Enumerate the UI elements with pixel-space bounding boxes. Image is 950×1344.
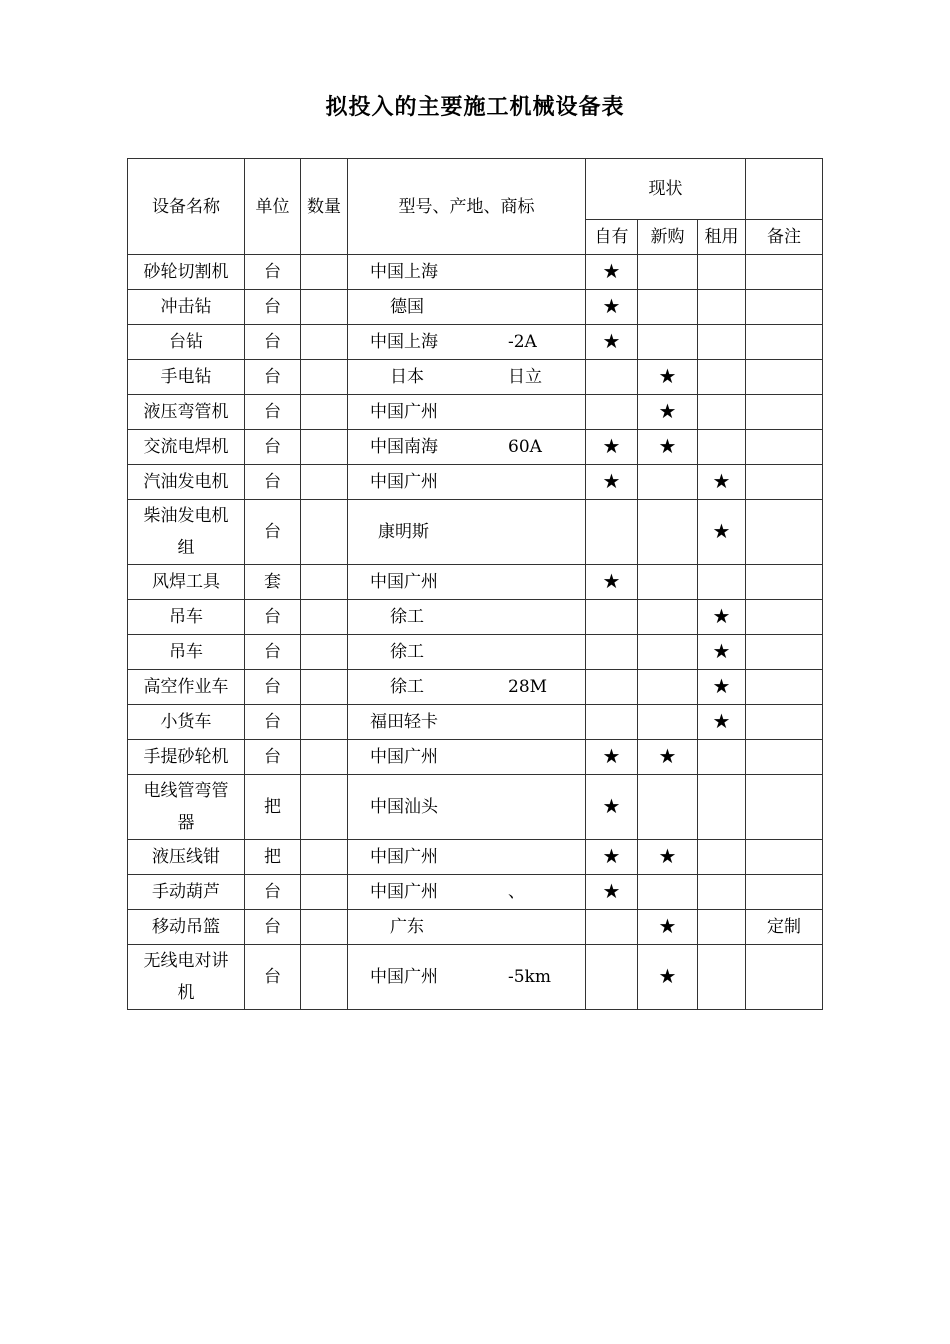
table-row (128, 705, 823, 740)
equipment-remark: 定制 (746, 910, 823, 945)
table-row (128, 635, 823, 670)
star-icon: ★ (602, 794, 621, 818)
status-new (638, 325, 698, 360)
model-origin: 徐工 (390, 677, 424, 697)
header-row-1 (128, 159, 823, 220)
status-own (586, 840, 638, 875)
equipment-remark (746, 740, 823, 775)
equipment-name: 手提砂轮机 (128, 740, 245, 775)
equipment-qty (301, 500, 348, 565)
status-rent (698, 290, 746, 325)
equipment-name: 手动葫芦 (128, 875, 245, 910)
status-new (638, 945, 698, 1010)
model-wrap (348, 671, 585, 703)
status-new (638, 565, 698, 600)
status-new (638, 290, 698, 325)
model-origin: 广东 (390, 917, 424, 937)
equipment-name: 移动吊篮 (128, 910, 245, 945)
status-own (586, 740, 638, 775)
star-icon: ★ (712, 639, 731, 663)
equipment-model (348, 635, 586, 670)
equipment-model (348, 945, 586, 1010)
equipment-qty (301, 325, 348, 360)
equipment-model (348, 705, 586, 740)
model-origin: 徐工 (390, 607, 424, 627)
model-wrap (348, 326, 585, 358)
status-own (586, 875, 638, 910)
model-wrap (348, 431, 585, 463)
equipment-unit: 台 (245, 635, 301, 670)
equipment-remark (746, 945, 823, 1010)
model-origin: 中国上海 (370, 262, 438, 282)
status-own (586, 325, 638, 360)
star-icon: ★ (602, 329, 621, 353)
table-row (128, 325, 823, 360)
header-status: 现状 (586, 159, 746, 220)
status-rent (698, 910, 746, 945)
equipment-qty (301, 740, 348, 775)
model-origin: 福田轻卡 (370, 712, 438, 732)
equipment-model (348, 360, 586, 395)
equipment-remark (746, 325, 823, 360)
model-origin: 中国上海 (370, 332, 438, 352)
table-row (128, 600, 823, 635)
status-rent (698, 565, 746, 600)
model-wrap (348, 291, 585, 323)
equipment-model (348, 325, 586, 360)
header-new: 新购 (638, 220, 698, 255)
star-icon: ★ (658, 844, 677, 868)
equipment-name: 吊车 (128, 635, 245, 670)
model-extra: 、 (508, 882, 525, 902)
star-icon: ★ (602, 879, 621, 903)
header-unit: 单位 (245, 159, 301, 255)
table-row (128, 565, 823, 600)
status-own (586, 290, 638, 325)
model-extra: -5km (508, 967, 551, 987)
model-extra: 28M (508, 677, 548, 697)
status-new (638, 705, 698, 740)
equipment-name: 电线管弯管器 (128, 775, 245, 840)
equipment-unit: 把 (245, 840, 301, 875)
status-rent (698, 465, 746, 500)
status-own (586, 775, 638, 840)
model-origin: 康明斯 (378, 522, 429, 542)
equipment-unit: 套 (245, 565, 301, 600)
equipment-qty (301, 945, 348, 1010)
model-wrap (348, 601, 585, 633)
model-extra: 60A (508, 437, 542, 457)
status-rent (698, 500, 746, 565)
status-rent (698, 430, 746, 465)
status-new (638, 775, 698, 840)
model-wrap (348, 911, 585, 943)
header-name: 设备名称 (128, 159, 245, 255)
equipment-name: 风焊工具 (128, 565, 245, 600)
equipment-name: 柴油发电机组 (128, 500, 245, 565)
star-icon: ★ (712, 674, 731, 698)
equipment-model (348, 465, 586, 500)
equipment-qty (301, 360, 348, 395)
equipment-remark (746, 635, 823, 670)
model-wrap (348, 466, 585, 498)
status-new (638, 255, 698, 290)
table-row (128, 910, 823, 945)
equipment-unit: 台 (245, 325, 301, 360)
status-rent (698, 740, 746, 775)
model-wrap (348, 256, 585, 288)
equipment-unit: 台 (245, 255, 301, 290)
equipment-table (127, 158, 823, 1010)
status-new (638, 430, 698, 465)
header-own: 自有 (586, 220, 638, 255)
status-own (586, 500, 638, 565)
equipment-unit: 台 (245, 360, 301, 395)
model-wrap (348, 841, 585, 873)
status-new (638, 500, 698, 565)
star-icon: ★ (712, 604, 731, 628)
model-wrap (348, 636, 585, 668)
table-row (128, 945, 823, 1010)
status-own (586, 945, 638, 1010)
equipment-unit: 台 (245, 945, 301, 1010)
model-wrap (348, 876, 585, 908)
status-own (586, 395, 638, 430)
equipment-qty (301, 600, 348, 635)
equipment-name: 高空作业车 (128, 670, 245, 705)
equipment-model (348, 875, 586, 910)
equipment-model (348, 775, 586, 840)
equipment-unit: 台 (245, 910, 301, 945)
equipment-remark (746, 775, 823, 840)
model-origin: 中国汕头 (370, 797, 438, 817)
equipment-remark (746, 465, 823, 500)
equipment-unit: 台 (245, 500, 301, 565)
star-icon: ★ (602, 469, 621, 493)
equipment-model (348, 910, 586, 945)
model-extra: -2A (508, 332, 537, 352)
equipment-qty (301, 775, 348, 840)
table-row (128, 465, 823, 500)
equipment-remark (746, 565, 823, 600)
status-own (586, 600, 638, 635)
star-icon: ★ (602, 259, 621, 283)
status-new (638, 670, 698, 705)
model-origin: 徐工 (390, 642, 424, 662)
status-own (586, 430, 638, 465)
equipment-remark (746, 875, 823, 910)
equipment-qty (301, 565, 348, 600)
status-new (638, 840, 698, 875)
status-own (586, 360, 638, 395)
star-icon: ★ (712, 519, 731, 543)
equipment-qty (301, 430, 348, 465)
equipment-model (348, 290, 586, 325)
star-icon: ★ (658, 434, 677, 458)
equipment-model (348, 255, 586, 290)
equipment-name: 砂轮切割机 (128, 255, 245, 290)
star-icon: ★ (658, 744, 677, 768)
star-icon: ★ (658, 364, 677, 388)
model-origin: 中国广州 (370, 572, 438, 592)
status-rent (698, 600, 746, 635)
star-icon: ★ (712, 709, 731, 733)
equipment-name: 冲击钻 (128, 290, 245, 325)
status-own (586, 670, 638, 705)
star-icon: ★ (602, 434, 621, 458)
equipment-qty (301, 705, 348, 740)
table-row (128, 430, 823, 465)
header-qty: 数量 (301, 159, 348, 255)
equipment-unit: 台 (245, 600, 301, 635)
equipment-name: 吊车 (128, 600, 245, 635)
page-title: 拟投入的主要施工机械设备表 (325, 95, 625, 120)
equipment-qty (301, 290, 348, 325)
model-origin: 中国广州 (370, 747, 438, 767)
status-new (638, 465, 698, 500)
equipment-qty (301, 840, 348, 875)
model-origin: 日本 (390, 367, 424, 387)
model-origin: 中国广州 (370, 847, 438, 867)
status-new (638, 910, 698, 945)
equipment-qty (301, 255, 348, 290)
status-new (638, 635, 698, 670)
status-new (638, 360, 698, 395)
equipment-remark (746, 840, 823, 875)
equipment-model (348, 565, 586, 600)
header-rent: 租用 (698, 220, 746, 255)
equipment-remark (746, 255, 823, 290)
equipment-remark (746, 705, 823, 740)
model-wrap (348, 791, 585, 823)
equipment-remark (746, 360, 823, 395)
model-wrap (348, 516, 585, 548)
equipment-name: 汽油发电机 (128, 465, 245, 500)
model-origin: 德国 (390, 297, 424, 317)
table-row (128, 875, 823, 910)
equipment-name: 液压弯管机 (128, 395, 245, 430)
equipment-qty (301, 875, 348, 910)
equipment-unit: 台 (245, 740, 301, 775)
equipment-model (348, 395, 586, 430)
equipment-remark (746, 600, 823, 635)
equipment-remark (746, 430, 823, 465)
equipment-remark (746, 290, 823, 325)
table-row (128, 500, 823, 565)
status-rent (698, 255, 746, 290)
status-rent (698, 670, 746, 705)
star-icon: ★ (602, 744, 621, 768)
model-wrap (348, 361, 585, 393)
equipment-unit: 台 (245, 290, 301, 325)
equipment-qty (301, 910, 348, 945)
star-icon: ★ (602, 569, 621, 593)
model-origin: 中国广州 (370, 402, 438, 422)
status-new (638, 875, 698, 910)
status-rent (698, 325, 746, 360)
status-rent (698, 775, 746, 840)
equipment-unit: 台 (245, 395, 301, 430)
equipment-unit: 台 (245, 430, 301, 465)
model-wrap (348, 741, 585, 773)
equipment-unit: 台 (245, 670, 301, 705)
status-rent (698, 395, 746, 430)
status-own (586, 705, 638, 740)
table-row (128, 740, 823, 775)
status-rent (698, 840, 746, 875)
status-own (586, 910, 638, 945)
table-row (128, 840, 823, 875)
star-icon: ★ (712, 469, 731, 493)
status-own (586, 635, 638, 670)
star-icon: ★ (658, 914, 677, 938)
star-icon: ★ (602, 844, 621, 868)
equipment-name: 小货车 (128, 705, 245, 740)
model-origin: 中国广州 (370, 967, 438, 987)
status-new (638, 740, 698, 775)
equipment-model (348, 600, 586, 635)
equipment-model (348, 740, 586, 775)
model-wrap (348, 566, 585, 598)
status-new (638, 395, 698, 430)
status-own (586, 255, 638, 290)
equipment-model (348, 670, 586, 705)
star-icon: ★ (658, 964, 677, 988)
equipment-name: 手电钻 (128, 360, 245, 395)
equipment-qty (301, 670, 348, 705)
equipment-name: 交流电焊机 (128, 430, 245, 465)
status-own (586, 565, 638, 600)
equipment-unit: 台 (245, 705, 301, 740)
equipment-model (348, 500, 586, 565)
table-row (128, 395, 823, 430)
equipment-unit: 台 (245, 465, 301, 500)
model-wrap (348, 396, 585, 428)
header-model: 型号、产地、商标 (348, 159, 586, 255)
model-extra: 日立 (508, 367, 542, 387)
equipment-model (348, 430, 586, 465)
status-rent (698, 635, 746, 670)
status-own (586, 465, 638, 500)
equipment-remark (746, 500, 823, 565)
header-remark: 备注 (746, 220, 823, 255)
equipment-name: 液压线钳 (128, 840, 245, 875)
status-new (638, 600, 698, 635)
equipment-unit: 把 (245, 775, 301, 840)
table-row (128, 360, 823, 395)
equipment-unit: 台 (245, 875, 301, 910)
equipment-name: 台钻 (128, 325, 245, 360)
table-row (128, 670, 823, 705)
status-rent (698, 945, 746, 1010)
table-row (128, 290, 823, 325)
status-rent (698, 360, 746, 395)
equipment-remark (746, 670, 823, 705)
equipment-qty (301, 465, 348, 500)
model-wrap (348, 706, 585, 738)
model-origin: 中国广州 (370, 472, 438, 492)
table-row (128, 775, 823, 840)
star-icon: ★ (602, 294, 621, 318)
equipment-qty (301, 635, 348, 670)
equipment-remark (746, 395, 823, 430)
equipment-model (348, 840, 586, 875)
model-origin: 中国南海 (370, 437, 438, 457)
equipment-qty (301, 395, 348, 430)
model-origin: 中国广州 (370, 882, 438, 902)
status-rent (698, 705, 746, 740)
equipment-name: 无线电对讲机 (128, 945, 245, 1010)
table-row (128, 255, 823, 290)
header-blank (746, 159, 823, 220)
status-rent (698, 875, 746, 910)
model-wrap (348, 961, 585, 993)
star-icon: ★ (658, 399, 677, 423)
